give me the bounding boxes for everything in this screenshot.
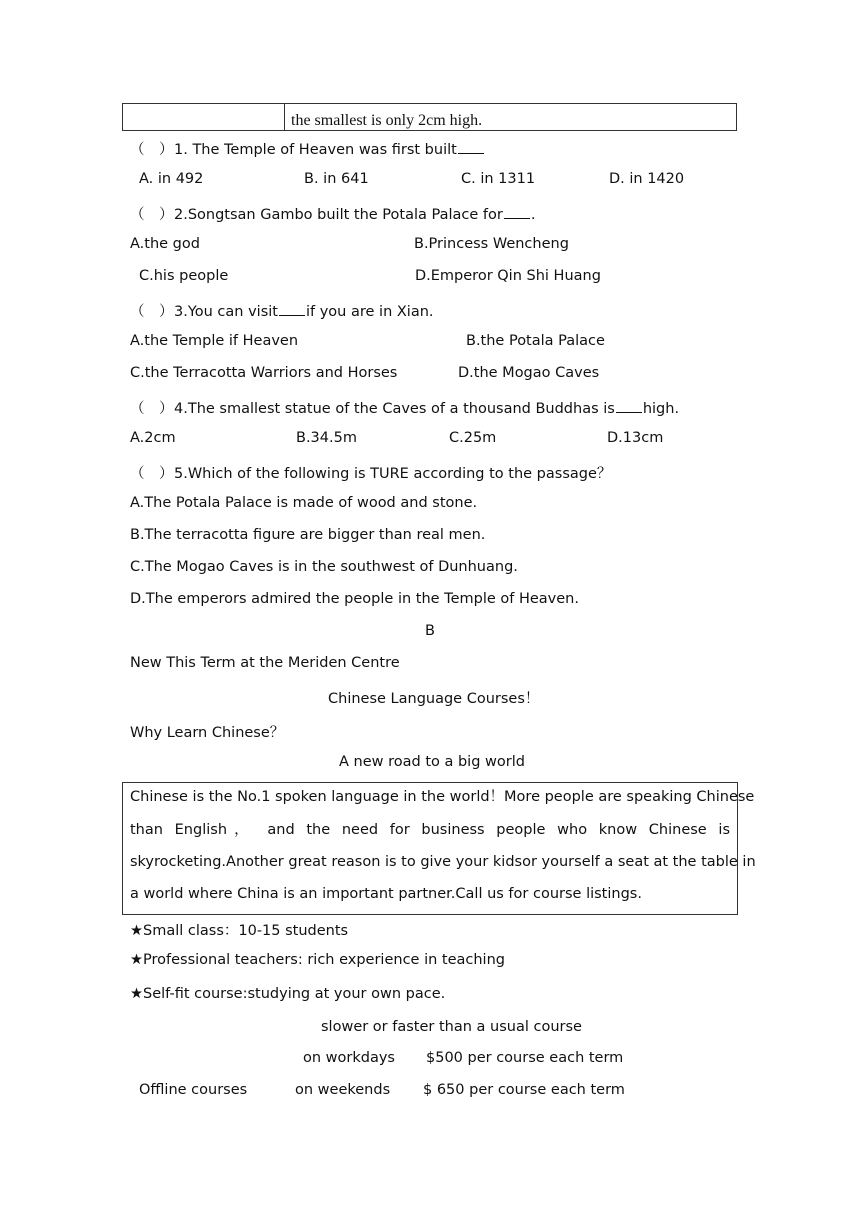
answer-blank[interactable] — [279, 301, 305, 317]
schedule-price: $ 650 per course each term — [423, 1082, 625, 1098]
box-line-3: skyrocketing.Another great reason is to give your kidsor yourself a seat at the table in — [130, 854, 756, 870]
section-label: B — [425, 623, 435, 639]
schedule-price: $500 per course each term — [426, 1050, 624, 1066]
option-a: A.the god — [130, 236, 200, 252]
feature-small-class: ★Small class：10-15 students — [130, 923, 349, 939]
answer-paren[interactable]: （ ） — [130, 142, 174, 158]
option-c: C.The Mogao Caves is in the southwest of Dunhuang. — [130, 559, 518, 575]
answer-blank[interactable] — [616, 398, 642, 414]
ad-title: Chinese Language Courses！ — [328, 691, 540, 707]
table-cell-divider — [284, 104, 285, 130]
option-a: A.The Potala Palace is made of wood and stone. — [130, 495, 478, 511]
offline-label: Offline courses — [139, 1082, 248, 1098]
option-d: D.The emperors admired the people in the Temple of Heaven. — [130, 591, 579, 607]
schedule-when: on workdays — [303, 1050, 395, 1066]
option-b: B. in 641 — [304, 171, 369, 187]
option-c: C.25m — [449, 430, 497, 446]
question-stem: 5.Which of the following is TURE according to the passage？ — [174, 466, 612, 482]
question-stem: 4.The smallest statue of the Caves of a thousand Buddhas is — [174, 401, 615, 417]
answer-paren[interactable]: （ ） — [130, 304, 174, 320]
question-1 — [130, 138, 485, 159]
question-2 — [130, 203, 535, 224]
option-c: C.his people — [139, 268, 229, 284]
option-d: D.Emperor Qin Shi Huang — [415, 268, 601, 284]
question-stem-tail: if you are in Xian. — [305, 304, 434, 320]
box-line-1: Chinese is the No.1 spoken language in the world！More people are speaking Chinese — [130, 789, 755, 805]
option-b: B.Princess Wencheng — [414, 236, 569, 252]
question-5 — [130, 462, 611, 483]
ad-text-box — [122, 782, 756, 915]
option-c: C.the Terracotta Warriors and Horses — [130, 365, 398, 381]
option-b: B.The terracotta figure are bigger than real men. — [130, 527, 486, 543]
option-a: A.2cm — [130, 430, 176, 446]
feature-teachers: ★Professional teachers: rich experience in teaching — [130, 952, 505, 968]
option-d: D.the Mogao Caves — [458, 365, 600, 381]
option-b: B.34.5m — [296, 430, 357, 446]
question-stem-tail: high. — [642, 401, 680, 417]
pace-note: slower or faster than a usual course — [321, 1019, 582, 1035]
option-a: A.the Temple if Heaven — [130, 333, 299, 349]
option-d: D. in 1420 — [609, 171, 685, 187]
schedule-when: on weekends — [295, 1082, 391, 1098]
option-b: B.the Potala Palace — [466, 333, 605, 349]
question-3 — [130, 300, 434, 321]
box-line-4: a world where China is an important partner.Call us for course listings. — [130, 886, 642, 902]
question-stem: 3.You can visit — [174, 304, 278, 320]
option-a: A. in 492 — [139, 171, 204, 187]
feature-self-fit: ★Self-fit course:studying at your own pace. — [130, 986, 446, 1002]
question-stem: 1. The Temple of Heaven was first built — [174, 142, 457, 158]
table-cell-text: the smallest is only 2cm high. — [291, 112, 483, 129]
question-stem-tail: . — [530, 207, 536, 223]
question-stem: 2.Songtsan Gambo built the Potala Palace for — [174, 207, 503, 223]
ad-question: Why Learn Chinese？ — [130, 725, 285, 741]
option-d: D.13cm — [607, 430, 664, 446]
answer-blank[interactable] — [504, 204, 530, 220]
answer-paren[interactable]: （ ） — [130, 207, 174, 223]
section-intro: New This Term at the Meriden Centre — [130, 655, 400, 671]
ad-subtitle: A new road to a big world — [339, 754, 525, 770]
answer-paren[interactable]: （ ） — [130, 466, 174, 482]
box-line-2: than English， and the need for business people who know Chinese is — [130, 822, 730, 838]
option-c: C. in 1311 — [461, 171, 536, 187]
passage-table-fragment — [122, 103, 737, 131]
question-4 — [130, 397, 679, 418]
answer-paren[interactable]: （ ） — [130, 401, 174, 417]
answer-blank[interactable] — [458, 139, 484, 155]
